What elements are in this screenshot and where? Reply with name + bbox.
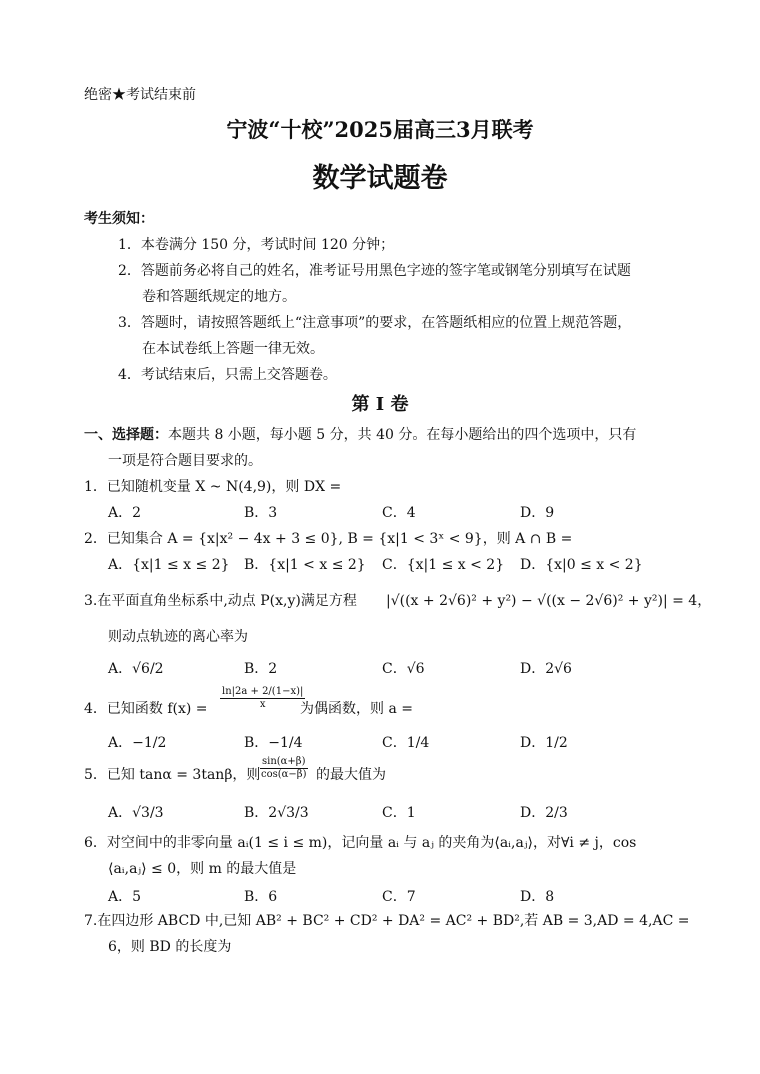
fraction-numerator: sin(α+β) xyxy=(262,756,306,767)
option-c: C．1/4 xyxy=(382,735,430,751)
notice-item: 卷和答题纸规定的地方。 xyxy=(142,289,296,305)
option-a: A．{x|1 ≤ x ≤ 2} xyxy=(108,557,230,573)
option-b: B．{x|1 < x ≤ 2} xyxy=(244,557,366,573)
question-stem-suffix: 为偶函数，则 a = xyxy=(300,701,413,717)
question-stem-line2: ⟨aᵢ,aⱼ⟩ ≤ 0，则 m 的最大值是 xyxy=(108,861,297,877)
equation: |√((x + 2√6)² + y²) − √((x − 2√6)² + y²)| = 4， xyxy=(386,593,712,609)
option-d: D．9 xyxy=(520,505,555,521)
section-desc-line1 xyxy=(84,424,636,444)
question-stem: 4．已知函数 f(x) = xyxy=(84,701,208,717)
fraction xyxy=(220,686,305,711)
option-a: A．√3/3 xyxy=(108,805,164,821)
option-c: C．1 xyxy=(382,805,416,821)
option-a: A．2 xyxy=(108,505,142,521)
part-title: 第 I 卷 xyxy=(351,394,409,415)
option-c: C．{x|1 ≤ x < 2} xyxy=(382,557,505,573)
option-c: C．√6 xyxy=(382,661,425,677)
section-label: 一、选择题： xyxy=(84,427,168,443)
option-b: B．6 xyxy=(244,889,278,905)
notice-heading: 考生须知： xyxy=(84,211,154,227)
notice-item: 2．答题前务必将自己的姓名，准考证号用黑色字迹的签字笔或钢笔分别填写在试题 xyxy=(118,263,631,279)
option-d: D．{x|0 ≤ x < 2} xyxy=(520,557,643,573)
exam-title: 宁波“十校”2025届高三3月联考 xyxy=(226,117,534,142)
question-stem-line2: 6，则 BD 的长度为 xyxy=(108,939,232,955)
option-c: C．7 xyxy=(382,889,416,905)
question-stem: 3.在平面直角坐标系中,动点 P(x,y)满足方程 xyxy=(84,593,357,609)
option-d: D．1/2 xyxy=(520,735,568,751)
option-d: D．2√6 xyxy=(520,661,572,677)
option-d: D．2/3 xyxy=(520,805,568,821)
notice-item: 3．答题时，请按照答题纸上“注意事项”的要求，在答题纸相应的位置上规范答题， xyxy=(118,315,632,331)
fraction-denominator: cos(α−β) xyxy=(261,769,307,780)
option-b: B．−1/4 xyxy=(244,735,303,751)
fraction xyxy=(260,756,308,781)
question-stem-suffix: 的最大值为 xyxy=(316,767,386,783)
question-stem: 7.在四边形 ABCD 中,已知 AB² + BC² + CD² + DA² = AC² + BD²,若 AB = 3,AD = 4,AC = xyxy=(84,913,690,929)
question-stem: 6．对空间中的非零向量 aᵢ(1 ≤ i ≤ m)，记向量 aᵢ 与 aⱼ 的夹角为⟨aᵢ,aⱼ⟩，对∀i ≠ j，cos xyxy=(84,835,637,851)
option-c: C．4 xyxy=(382,505,416,521)
notice-item: 1．本卷满分 150 分，考试时间 120 分钟； xyxy=(118,237,395,253)
secret-label: 绝密★考试结束前 xyxy=(84,87,196,103)
question-stem: 5．已知 tanα = 3tanβ，则 xyxy=(84,767,261,783)
option-b: B．2√3/3 xyxy=(244,805,309,821)
fraction-numerator: ln|2a + 2/(1−x)| xyxy=(222,686,304,697)
notice-item: 4．考试结束后，只需上交答题卷。 xyxy=(118,367,337,383)
option-a: A．−1/2 xyxy=(108,735,167,751)
option-b: B．3 xyxy=(244,505,278,521)
question-stem: 2．已知集合 A = {x|x² − 4x + 3 ≤ 0}, B = {x|1 < 3ˣ < 9}，则 A ∩ B = xyxy=(84,531,573,547)
question-stem: 1．已知随机变量 X ~ N(4,9)，则 DX = xyxy=(84,479,342,495)
option-d: D．8 xyxy=(520,889,555,905)
option-a: A．5 xyxy=(108,889,142,905)
notice-item: 在本试卷纸上答题一律无效。 xyxy=(142,341,324,357)
option-a: A．√6/2 xyxy=(108,661,164,677)
exam-subtitle: 数学试题卷 xyxy=(312,163,448,194)
section-desc-line2: 一项是符合题目要求的。 xyxy=(108,453,262,469)
question-stem-line2: 则动点轨迹的离心率为 xyxy=(108,629,248,645)
fraction-denominator: x xyxy=(259,699,266,710)
section-desc: 本题共 8 小题，每小题 5 分，共 40 分。在每小题给出的四个选项中，只有 xyxy=(168,427,637,443)
option-b: B．2 xyxy=(244,661,278,677)
